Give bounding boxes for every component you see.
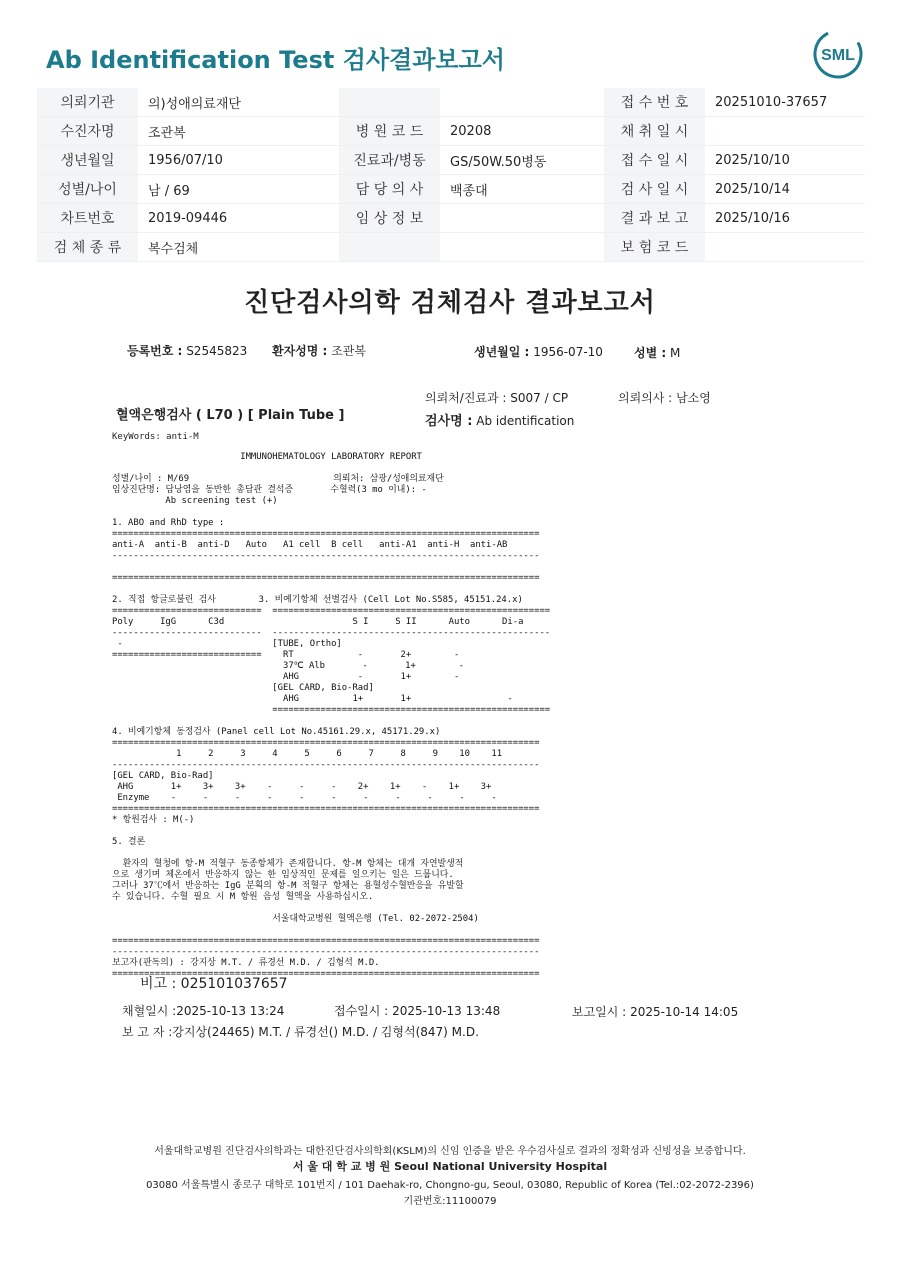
test-group: 혈액은행검사 ( L70 ) [ Plain Tube ] <box>116 408 345 423</box>
info-row <box>37 117 865 146</box>
info-row <box>37 175 865 204</box>
footer-org-number: 기관번호:11100079 <box>403 1196 497 1207</box>
info-label: 검 사 일 시 <box>604 175 705 204</box>
info-value: 조관복 <box>138 117 339 146</box>
info-value: 2019-09446 <box>138 204 339 233</box>
info-row <box>37 233 865 262</box>
info-label: 결 과 보 고 <box>604 204 705 233</box>
info-value <box>705 233 865 262</box>
info-label: 채 취 일 시 <box>604 117 705 146</box>
collect-datetime: 채혈일시 :2025-10-13 13:24 <box>122 1004 285 1018</box>
info-label <box>339 88 440 117</box>
info-row <box>37 88 865 117</box>
info-value <box>705 117 865 146</box>
receive-datetime: 접수일시 : 2025-10-13 13:48 <box>334 1004 501 1018</box>
info-label: 임 상 정 보 <box>339 204 440 233</box>
document-heading: 진단검사의학 검체검사 결과보고서 <box>244 288 656 318</box>
info-label: 병 원 코 드 <box>339 117 440 146</box>
sml-logo <box>812 28 864 80</box>
patient-name: 환자성명 : 조관복 <box>272 344 366 358</box>
info-value <box>440 204 604 233</box>
info-value: 20251010-37657 <box>705 88 865 117</box>
info-label: 담 당 의 사 <box>339 175 440 204</box>
info-value <box>440 88 604 117</box>
info-value: 2025/10/16 <box>705 204 865 233</box>
info-value: 남 / 69 <box>138 175 339 204</box>
info-label: 검 체 종 류 <box>37 233 138 262</box>
info-value: 20208 <box>440 117 604 146</box>
info-label: 의뢰기관 <box>37 88 138 117</box>
logo-text: SML <box>821 47 855 64</box>
info-label: 접 수 일 시 <box>604 146 705 175</box>
info-value: 의)성애의료재단 <box>138 88 339 117</box>
keywords: KeyWords: anti-M <box>112 432 199 442</box>
test-name: 검사명 : Ab identification <box>425 414 575 429</box>
info-label: 생년월일 <box>37 146 138 175</box>
info-value: GS/50W.50병동 <box>440 146 604 175</box>
footer-hospital: 서 울 대 학 교 병 원 Seoul National University Hospital <box>292 1160 608 1173</box>
report-datetime: 보고일시 : 2025-10-14 14:05 <box>572 1005 739 1019</box>
info-value: 2025/10/14 <box>705 175 865 204</box>
reporters: 보 고 자 :강지상(24465) M.T. / 류경선() M.D. / 김형석(847) M.D. <box>122 1025 479 1039</box>
info-label: 차트번호 <box>37 204 138 233</box>
info-label: 보 험 코 드 <box>604 233 705 262</box>
ordering-doctor: 의뢰의사 : 남소영 <box>618 391 711 405</box>
patient-info-table <box>37 88 865 262</box>
info-row <box>37 204 865 233</box>
sex: 성별 : M <box>634 346 681 360</box>
info-label: 수진자명 <box>37 117 138 146</box>
info-label: 성별/나이 <box>37 175 138 204</box>
info-value: 백종대 <box>440 175 604 204</box>
footer-address: 03080 서울특별시 종로구 대학로 101번지 / 101 Daehak-ro, Chongno-gu, Seoul, 03080, Republic of Korea (Tel.:02-2072-2396) <box>146 1180 754 1191</box>
info-label <box>339 233 440 262</box>
note: 비고 : 025101037657 <box>140 976 288 992</box>
info-label: 접 수 번 호 <box>604 88 705 117</box>
report-title: Ab Identification Test 검사결과보고서 <box>46 46 505 74</box>
registration-number: 등록번호 : S2545823 <box>127 344 248 358</box>
info-value: 2025/10/10 <box>705 146 865 175</box>
footer-certification: 서울대학교병원 진단검사의학과는 대한진단검사의학회(KSLM)의 신임 인증을 받은 우수검사실로 결과의 정확성과 신빙성을 보증합니다. <box>154 1146 746 1157</box>
birth-date: 생년월일 : 1956-07-10 <box>474 345 603 359</box>
info-value: 복수검체 <box>138 233 339 262</box>
info-row <box>37 146 865 175</box>
lab-report-text: IMMUNOHEMATOLOGY LABORATORY REPORT 성별/나이 : M/69 의뢰처: 삼광/성애의료재단 임상진단명: 담낭염을 동반한 총담관 결석증 수혈력(3 mo 이내): - Ab screening test (+) 1. ABO and RhD type : ================================================================================ anti-A anti-B anti-D Auto A1 cell B cell anti-A1 anti-H anti-AB -------------------------------------------------------------------------------- ================================================================================ 2. 직접 항글로불린 검사 3. 비예기항체 선별검사 (Cell Lot No.S585, 45151.24.x) ============================ ==================================================== Poly IgG C3d S I S II Auto Di-a ---------------------------- ---------------------------------------------------- - [TUBE, Ortho] ============================ RT - 2+ - 37℃ Alb - 1+ - AHG - 1+ - [GEL CARD, Bio-Rad] AHG 1+ 1+ - ==================================================== 4. 비예기항체 동정검사 (Panel cell Lot No.45161.29.x, 45171.29.x) ================================================================================ 1 2 3 4 5 6 7 8 9 10 11 -------------------------------------------------------------------------------- [GEL CARD, Bio-Rad] AHG 1+ 3+ 3+ - - - 2+ 1+ - 1+ 3+ Enzyme - - - - - - - - - - - ================================================================================ * 항원검사 : M(-) 5. 결론 환자의 혈청에 항-M 적혈구 동종항체가 존재합니다. 항-M 항체는 대개 자연발생적 으로 생기며 체온에서 반응하지 않는 한 임상적인 문제를 일으키는 일은 드뭅니다. 그러나 37℃에서 반응하는 IgG 분획의 항-M 적혈구 항체는 용혈성수혈반응을 유발할 수 있습니다. 수혈 필요 시 M 항원 음성 혈액을 사용하십시오. 서울대학교병원 혈액은행 (Tel. 02-2072-2504) ================================================================================ -------------------------------------------------------------------------------- 보고자(판독의) : 강지상 M.T. / 류경선 M.D. / 김형석 M.D. ================================================================================ <box>112 452 551 979</box>
info-label: 진료과/병동 <box>339 146 440 175</box>
info-value: 1956/07/10 <box>138 146 339 175</box>
department: 의뢰처/진료과 : S007 / CP <box>425 391 569 405</box>
info-value <box>440 233 604 262</box>
